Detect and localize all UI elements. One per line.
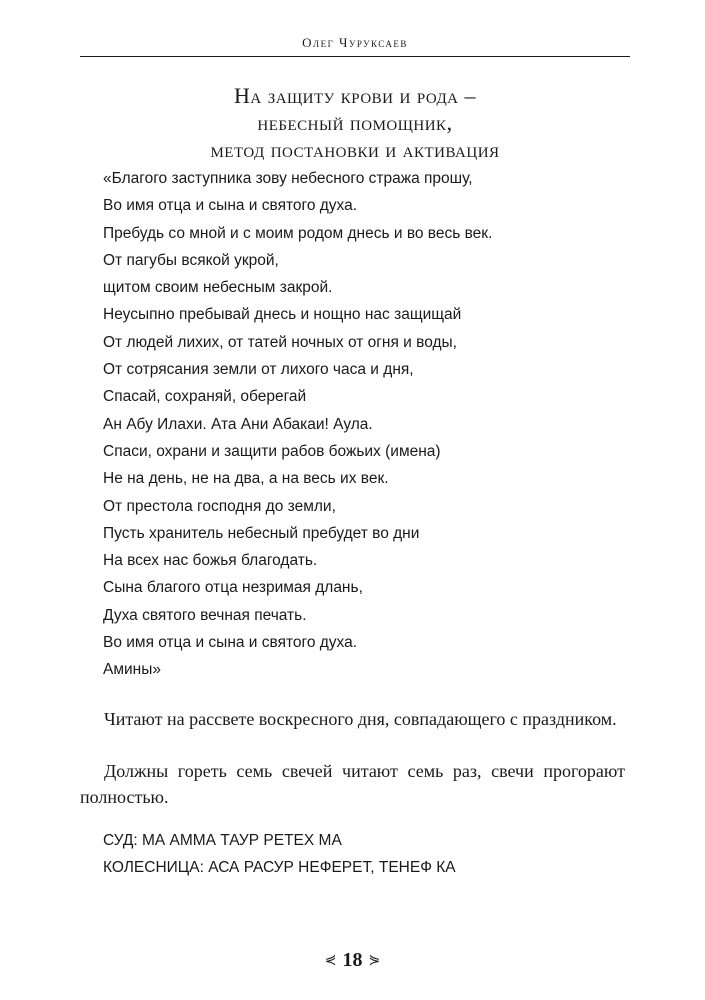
prayer-line: На всех нас божья благодать.	[103, 552, 318, 570]
prayer-line: Амины»	[103, 661, 161, 679]
page-footer	[0, 949, 705, 972]
ornament-left-icon: ⋞	[324, 953, 337, 968]
prayer-line: От людей лихих, от татей ночных от огня и воды,	[103, 333, 457, 351]
prayer-line: Во имя отца и сына и святого духа.	[103, 197, 358, 215]
prayer-text	[103, 165, 623, 684]
running-header-author: Олег Чуруксаев	[302, 35, 408, 50]
title-line: На защиту крови и рода –	[233, 83, 477, 108]
prayer-line: Ан Абу Илахи. Ата Ани Абакаи! Аула.	[103, 415, 373, 433]
prayer-line: Во имя отца и сына и святого духа.	[103, 634, 358, 652]
prayer-line: От престола господня до земли,	[103, 497, 336, 515]
prayer-line: Пусть хранитель небесный пребудет во дни	[103, 524, 420, 542]
title-line: метод постановки и активация	[210, 137, 500, 162]
prayer-line: Неусыпно пребывай днесь и нощно нас защищай	[103, 306, 462, 324]
title-line: небесный помощник,	[257, 110, 453, 135]
prayer-line: Спасай, сохраняй, оберегай	[103, 388, 307, 406]
instruction-paragraph: Должны гореть семь свечей читают семь раз, свечи прогорают полностью.	[80, 761, 625, 807]
instruction-paragraph: Читают на рассвете воскресного дня, совпадающего с праздником.	[104, 709, 617, 729]
prayer-line: «Благого заступника зову небесного стража прошу,	[103, 170, 473, 187]
code-line: КОЛЕСНИЦА: АСА РАСУР НЕФЕРЕТ, ТЕНЕФ КА	[103, 859, 456, 876]
prayer-line: Сына благого отца незримая длань,	[103, 579, 363, 597]
prayer-line: Спаси, охрани и защити рабов божьих (имена)	[103, 442, 441, 460]
header-rule	[80, 56, 630, 57]
prayer-line: От сотрясания земли от лихого часа и дня,	[103, 361, 414, 379]
codes-block	[103, 827, 623, 881]
code-line: СУД: МА АММА ТАУР РЕТЕХ МА	[103, 832, 342, 849]
section-title	[100, 82, 610, 163]
prayer-line: От пагубы всякой укрой,	[103, 251, 279, 269]
page-number: 18	[342, 949, 363, 971]
ornament-right-icon: ⋟	[368, 953, 381, 968]
prayer-line: щитом своим небесным закрой.	[103, 279, 333, 297]
prayer-line: Духа святого вечная печать.	[103, 606, 307, 624]
prayer-line: Не на день, не на два, а на весь их век.	[103, 470, 389, 488]
prayer-line: Пребудь со мной и с моим родом днесь и во весь век.	[103, 224, 493, 242]
